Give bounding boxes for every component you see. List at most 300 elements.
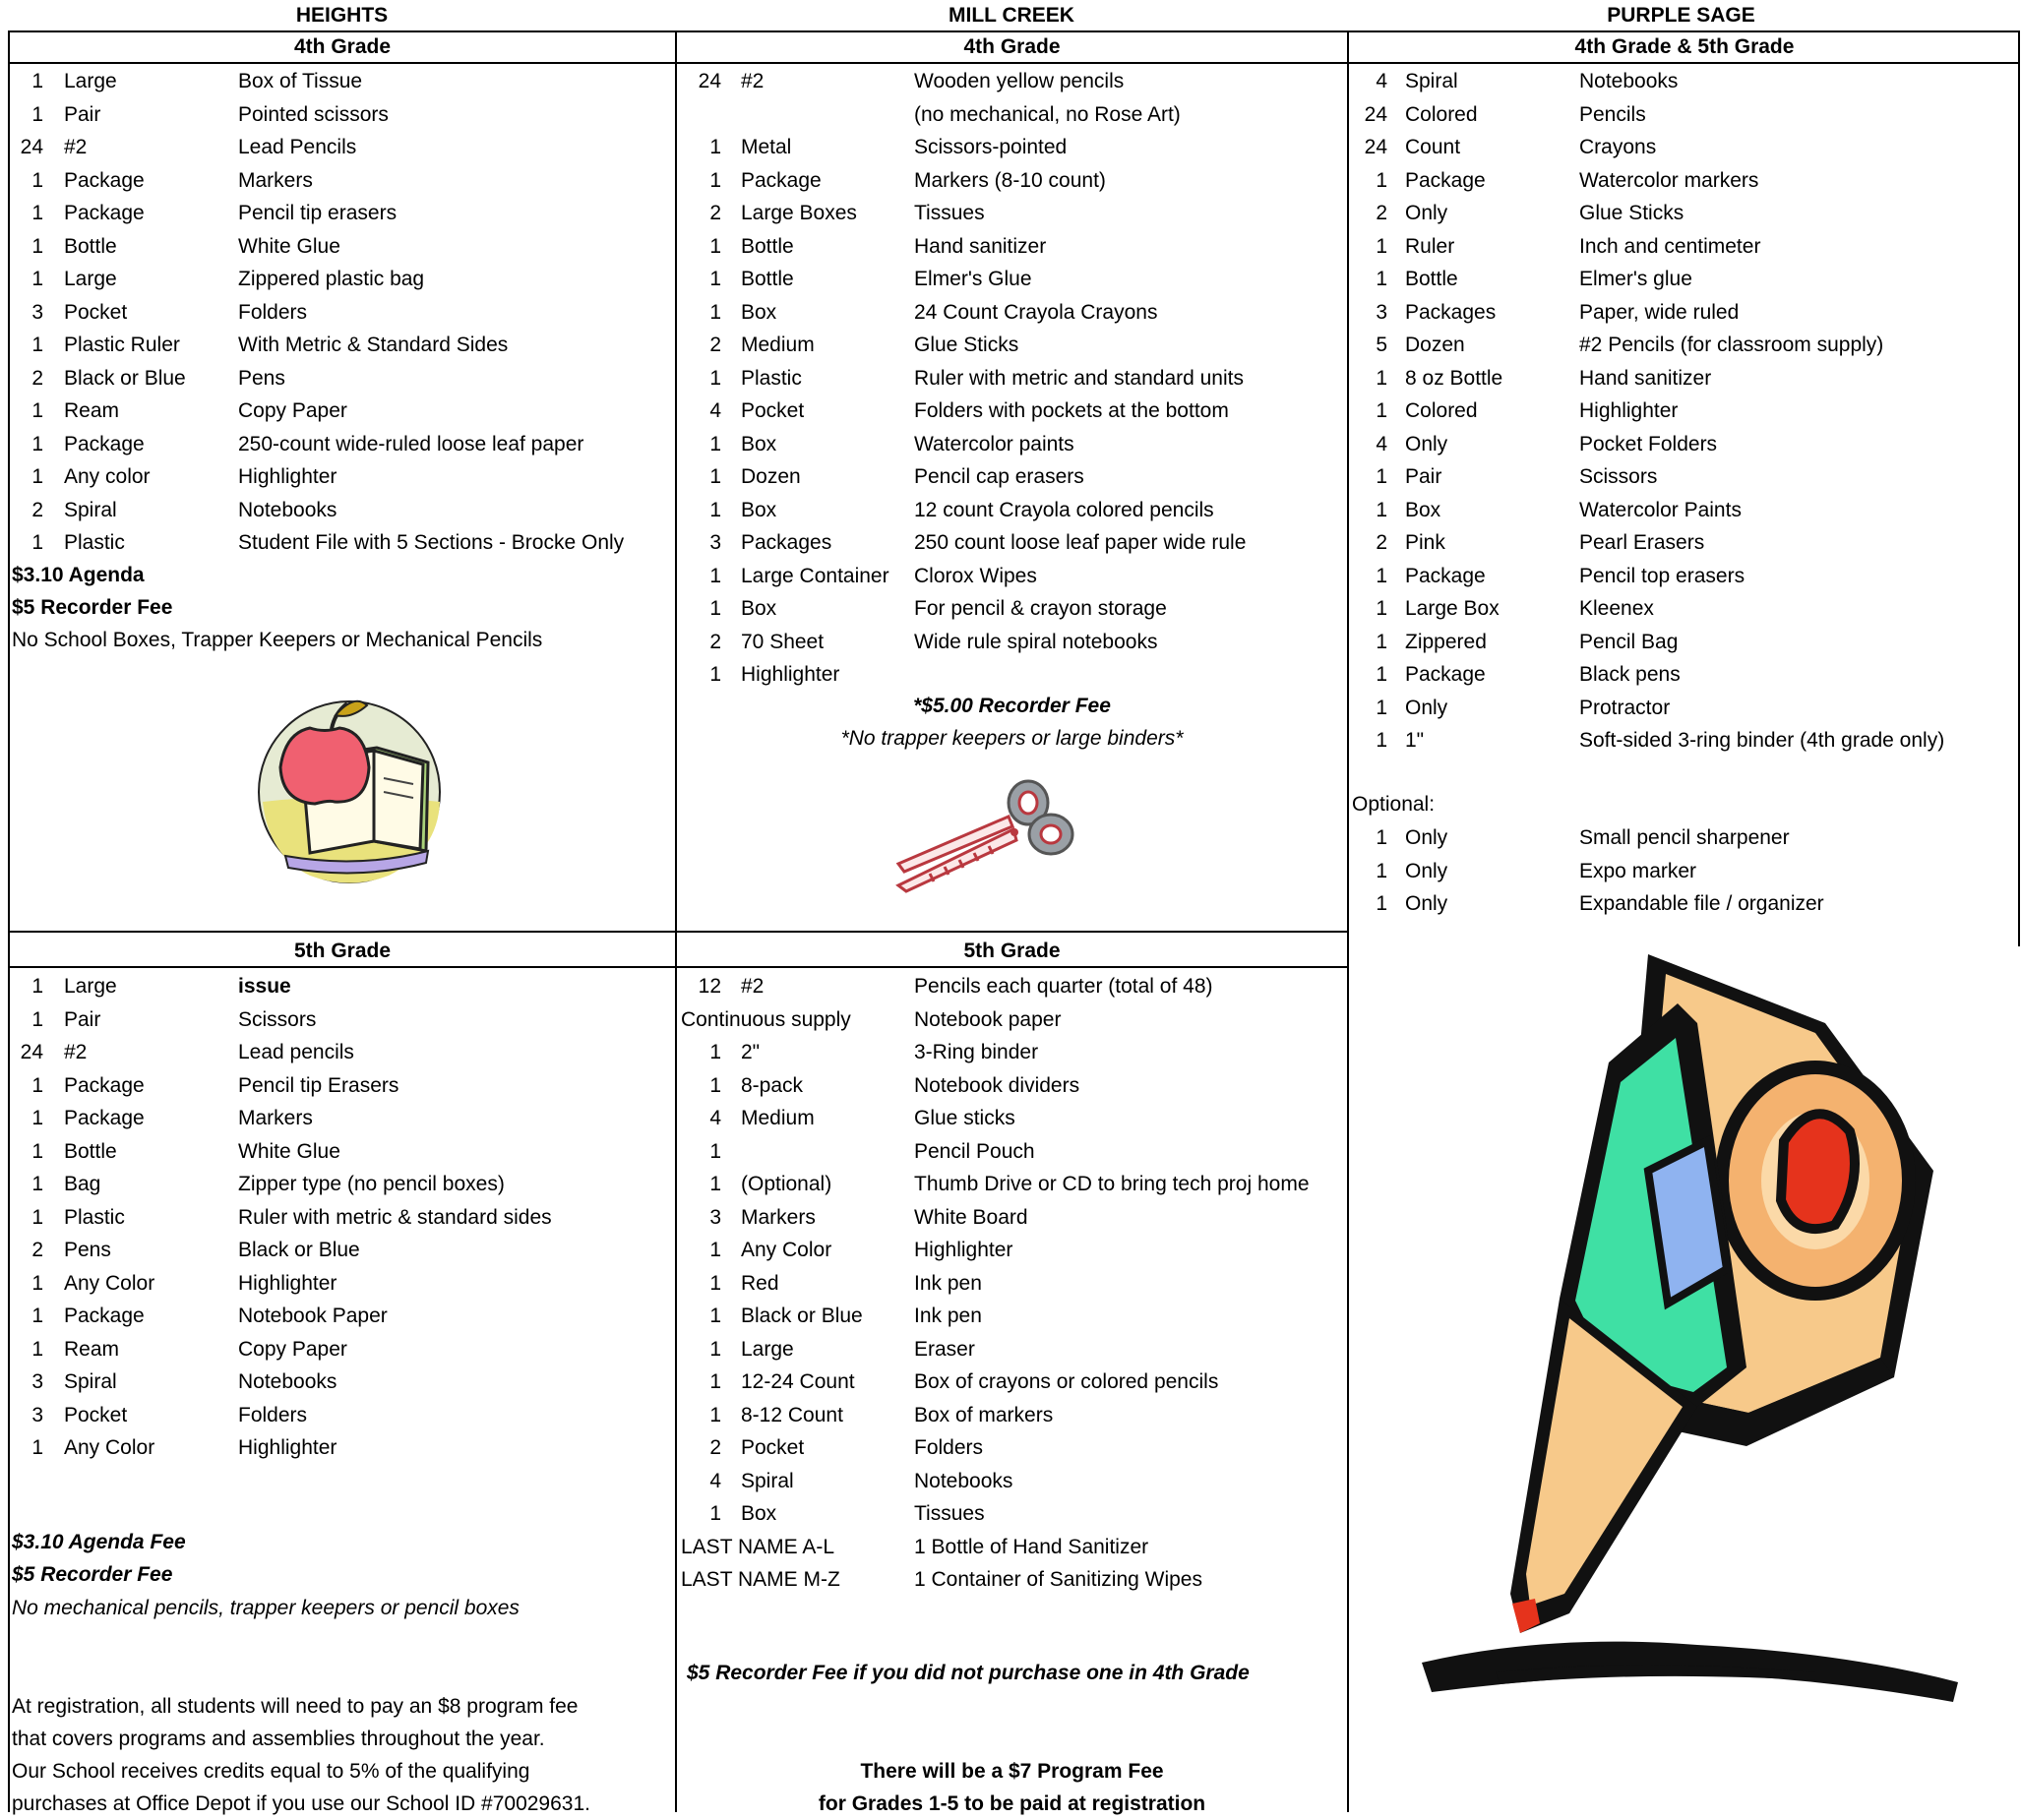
item-unit: Bottle xyxy=(64,234,117,258)
item-quantity: 1 xyxy=(1376,465,1387,488)
purple-item xyxy=(0,296,2021,329)
heights-4-agenda-fee: $3.10 Agenda xyxy=(12,564,145,586)
item-unit: Package xyxy=(741,168,822,192)
item-description: Ink pen xyxy=(914,1271,982,1295)
item-quantity: LAST NAME M-Z xyxy=(681,1568,840,1591)
item-quantity: 1 xyxy=(1376,663,1387,686)
purple-item xyxy=(0,65,2021,97)
purple-item xyxy=(0,428,2021,460)
item-description: Black or Blue xyxy=(238,1239,360,1261)
item-unit: Any Color xyxy=(64,1436,155,1459)
item-description: Watercolor paints xyxy=(914,432,1074,455)
item-quantity: 1 xyxy=(1376,168,1387,192)
item-quantity: 1 xyxy=(709,498,721,521)
item-quantity: 1 xyxy=(31,268,43,290)
item-quantity: 1 xyxy=(709,1073,721,1097)
item-description: Watercolor markers xyxy=(1579,168,1759,192)
item-quantity: 1 xyxy=(31,168,43,192)
item-quantity: 1 xyxy=(31,1007,43,1031)
item-description: Elmer's Glue xyxy=(914,268,1032,290)
item-unit: Zippered xyxy=(1405,630,1487,653)
item-quantity: 1 xyxy=(31,1139,43,1163)
item-quantity: 1 xyxy=(709,366,721,390)
item-description: Copy Paper xyxy=(238,1337,347,1361)
item-unit: Pair xyxy=(64,102,101,126)
item-description: Tissues xyxy=(914,202,985,224)
item-description: Pointed scissors xyxy=(238,102,389,126)
item-quantity: 1 xyxy=(709,1173,721,1195)
item-quantity: 2 xyxy=(31,366,43,390)
item-quantity: 1 xyxy=(31,1205,43,1229)
item-unit: 1" xyxy=(1405,729,1425,752)
heights-5-recorder-fee: $5 Recorder Fee xyxy=(12,1563,173,1586)
item-quantity: 1 xyxy=(1376,696,1387,719)
purple-item xyxy=(0,658,2021,691)
item-description: Pencils each quarter (total of 48) xyxy=(914,975,1213,998)
item-unit: Any Color xyxy=(64,1271,155,1295)
item-quantity: Continuous supply xyxy=(681,1007,851,1031)
item-unit: Box xyxy=(741,498,777,521)
item-unit: 8-12 Count xyxy=(741,1403,843,1426)
item-unit: Box xyxy=(1405,498,1441,521)
item-quantity: 2 xyxy=(31,1239,43,1261)
item-unit: Bottle xyxy=(741,268,794,290)
item-description: Pocket Folders xyxy=(1579,432,1718,455)
item-quantity: 2 xyxy=(31,498,43,521)
item-description: Notebooks xyxy=(914,1469,1013,1492)
item-description: Markers xyxy=(238,168,313,192)
item-unit: Bottle xyxy=(1405,268,1458,290)
item-description: Folders with pockets at the bottom xyxy=(914,399,1229,422)
item-quantity: 2 xyxy=(1376,531,1387,554)
item-description: Markers xyxy=(238,1107,313,1129)
item-description: 1 Container of Sanitizing Wipes xyxy=(914,1568,1202,1591)
item-description: Notebooks xyxy=(238,1370,337,1393)
purple-item xyxy=(0,329,2021,361)
item-quantity: 1 xyxy=(1376,826,1387,849)
item-unit: Medium xyxy=(741,1107,815,1129)
item-unit: Large Box xyxy=(1405,597,1500,620)
item-quantity: 24 xyxy=(20,136,43,158)
registration-line-3: Our School receives credits equal to 5% of the qualifying xyxy=(12,1760,530,1783)
item-description: Notebooks xyxy=(1579,70,1679,92)
item-quantity: 1 xyxy=(31,465,43,488)
item-quantity: 2 xyxy=(1376,202,1387,224)
purple-item xyxy=(0,164,2021,197)
item-quantity: 1 xyxy=(1376,729,1387,752)
item-unit: 2" xyxy=(741,1041,761,1063)
item-unit: Pink xyxy=(1405,531,1445,554)
school-heights: HEIGHTS xyxy=(295,4,389,27)
item-description: Glue Sticks xyxy=(1579,202,1684,224)
item-quantity: 1 xyxy=(709,1304,721,1327)
item-unit: Colored xyxy=(1405,399,1478,422)
item-description: Inch and centimeter xyxy=(1579,234,1761,258)
item-unit: (Optional) xyxy=(741,1173,832,1195)
item-unit: Bag xyxy=(64,1173,101,1195)
item-description: Box of markers xyxy=(914,1403,1054,1426)
item-unit: Pens xyxy=(64,1239,111,1261)
item-unit: Package xyxy=(64,202,145,224)
item-quantity: 1 xyxy=(1376,268,1387,290)
item-description: Zipper type (no pencil boxes) xyxy=(238,1173,505,1195)
registration-line-1: At registration, all students will need to pay an $8 program fee xyxy=(12,1695,579,1718)
item-quantity: 1 xyxy=(709,1139,721,1163)
item-quantity: 1 xyxy=(1376,859,1387,882)
item-unit: Large Boxes xyxy=(741,202,857,224)
school-mill-creek: MILL CREEK xyxy=(949,4,1074,27)
item-quantity: 4 xyxy=(709,1469,721,1492)
item-quantity: 1 xyxy=(31,70,43,92)
item-unit: Pocket xyxy=(741,399,805,422)
item-description: Small pencil sharpener xyxy=(1579,826,1790,849)
purple-item xyxy=(0,394,2021,427)
item-quantity: 1 xyxy=(709,1271,721,1295)
purple-item xyxy=(0,494,2021,526)
item-unit: Ruler xyxy=(1405,234,1455,258)
item-quantity: 1 xyxy=(709,168,721,192)
item-description: White Glue xyxy=(238,1139,340,1163)
item-description: With Metric & Standard Sides xyxy=(238,334,509,356)
item-quantity: 1 xyxy=(31,234,43,258)
purple-item xyxy=(0,98,2021,131)
item-unit: Package xyxy=(64,1304,145,1327)
item-description: Elmer's glue xyxy=(1579,268,1692,290)
item-unit: Package xyxy=(1405,564,1486,587)
item-description: Hand sanitizer xyxy=(1579,366,1712,390)
item-quantity: 1 xyxy=(31,1271,43,1295)
item-description: Pens xyxy=(238,366,285,390)
item-unit: Highlighter xyxy=(741,663,840,686)
heights-5th-grade-header: 5th Grade xyxy=(10,937,675,968)
item-quantity: 1 xyxy=(1376,564,1387,587)
item-unit: #2 xyxy=(741,975,765,998)
apple-book-icon xyxy=(241,694,453,890)
item-unit: Pocket xyxy=(64,1403,128,1426)
item-description: 3-Ring binder xyxy=(914,1041,1039,1063)
purple-item xyxy=(0,526,2021,559)
item-description: Wooden yellow pencils xyxy=(914,70,1125,92)
mill-4th-grade-header: 4th Grade xyxy=(677,30,1347,64)
item-description: Zippered plastic bag xyxy=(238,268,425,290)
item-quantity: 4 xyxy=(709,399,721,422)
heights-4-note: No School Boxes, Trapper Keepers or Mechanical Pencils xyxy=(12,629,543,651)
item-description: Soft-sided 3-ring binder (4th grade only) xyxy=(1579,729,1945,752)
item-quantity: 3 xyxy=(709,531,721,554)
item-description: Markers (8-10 count) xyxy=(914,168,1106,192)
item-quantity: 1 xyxy=(1376,892,1387,915)
item-unit: 8 oz Bottle xyxy=(1405,366,1503,390)
item-unit: Large xyxy=(64,70,117,92)
item-quantity: 4 xyxy=(1376,432,1387,455)
item-description: Paper, wide ruled xyxy=(1579,300,1740,324)
item-description: Pencil Bag xyxy=(1579,630,1679,653)
item-description: Highlighter xyxy=(914,1239,1013,1261)
item-unit: Red xyxy=(741,1271,779,1295)
purple-item xyxy=(0,230,2021,263)
item-unit: 70 Sheet xyxy=(741,630,825,653)
item-unit: #2 xyxy=(64,136,88,158)
item-unit: Only xyxy=(1405,432,1448,455)
item-unit: Metal xyxy=(741,136,792,158)
item-description: Highlighter xyxy=(238,465,337,488)
item-description: Notebook paper xyxy=(914,1007,1062,1031)
item-quantity: 1 xyxy=(709,1403,721,1426)
item-unit: #2 xyxy=(64,1041,88,1063)
item-description: Folders xyxy=(238,1403,308,1426)
item-description: Pencil top erasers xyxy=(1579,564,1745,587)
item-unit: Pair xyxy=(1405,465,1442,488)
item-unit: Package xyxy=(1405,663,1486,686)
item-description: Scissors-pointed xyxy=(914,136,1068,158)
item-description: Highlighter xyxy=(1579,399,1679,422)
item-description: Thumb Drive or CD to bring tech proj home xyxy=(914,1173,1310,1195)
item-description: Pencil cap erasers xyxy=(914,465,1084,488)
item-description: Box of Tissue xyxy=(238,70,363,92)
item-unit: Plastic Ruler xyxy=(64,334,180,356)
item-unit: Dozen xyxy=(741,465,801,488)
item-unit: Black or Blue xyxy=(64,366,186,390)
item-description: Pearl Erasers xyxy=(1579,531,1705,554)
item-quantity: 1 xyxy=(709,1041,721,1063)
item-quantity: 1 xyxy=(709,268,721,290)
school-purple-sage: PURPLE SAGE xyxy=(1607,4,1755,27)
heights-4-recorder-fee: $5 Recorder Fee xyxy=(12,596,173,619)
item-quantity: 1 xyxy=(31,432,43,455)
item-unit: Dozen xyxy=(1405,334,1465,356)
item-quantity: 1 xyxy=(709,465,721,488)
mill-5-program-fee-2: for Grades 1-5 to be paid at registration xyxy=(818,1792,1206,1815)
item-quantity: 1 xyxy=(31,102,43,126)
item-unit: Medium xyxy=(741,334,815,356)
scissors-icon xyxy=(890,775,1077,893)
mill-4-recorder-fee: *$5.00 Recorder Fee xyxy=(913,695,1111,717)
item-unit: Count xyxy=(1405,136,1461,158)
item-unit: Box xyxy=(741,1502,777,1525)
item-description: Notebook Paper xyxy=(238,1304,388,1327)
item-unit: Packages xyxy=(1405,300,1497,324)
heights-5-agenda-fee: $3.10 Agenda Fee xyxy=(12,1531,186,1553)
item-quantity: 1 xyxy=(1376,399,1387,422)
item-quantity: 2 xyxy=(709,630,721,653)
item-quantity: 3 xyxy=(31,300,43,324)
item-description: 12 count Crayola colored pencils xyxy=(914,498,1214,521)
item-description: Pencil tip erasers xyxy=(238,202,398,224)
item-unit: 12-24 Count xyxy=(741,1370,855,1393)
item-quantity: 1 xyxy=(709,597,721,620)
item-unit: Only xyxy=(1405,826,1448,849)
item-quantity: 3 xyxy=(31,1370,43,1393)
item-unit: Ream xyxy=(64,399,120,422)
item-description: Eraser xyxy=(914,1337,975,1361)
item-unit: Only xyxy=(1405,859,1448,882)
item-quantity: 1 xyxy=(31,399,43,422)
item-unit: Spiral xyxy=(64,1370,117,1393)
item-unit: Bottle xyxy=(741,234,794,258)
purple-header: 4th Grade & 5th Grade xyxy=(1349,30,2020,64)
purple-item xyxy=(0,560,2021,592)
item-quantity: 24 xyxy=(1364,136,1387,158)
item-description: Highlighter xyxy=(238,1271,337,1295)
item-quantity: 12 xyxy=(698,975,721,998)
item-unit: Large xyxy=(64,268,117,290)
item-unit: Only xyxy=(1405,892,1448,915)
item-unit: Ream xyxy=(64,1337,120,1361)
item-description: Copy Paper xyxy=(238,399,347,422)
item-quantity: 1 xyxy=(31,1073,43,1097)
item-quantity: 1 xyxy=(709,663,721,686)
item-quantity: 1 xyxy=(709,234,721,258)
item-unit: #2 xyxy=(741,70,765,92)
item-description: Scissors xyxy=(238,1007,317,1031)
item-unit: Plastic xyxy=(64,1205,125,1229)
item-description: 1 Bottle of Hand Sanitizer xyxy=(914,1535,1149,1558)
purple-item xyxy=(0,263,2021,295)
registration-line-4: purchases at Office Depot if you use our School ID #70029631. xyxy=(12,1792,590,1815)
item-description: Black pens xyxy=(1579,663,1681,686)
purple-item xyxy=(0,131,2021,163)
item-description: Lead Pencils xyxy=(238,136,357,158)
item-quantity: 1 xyxy=(709,300,721,324)
purple-item xyxy=(0,197,2021,229)
item-quantity: 24 xyxy=(1364,102,1387,126)
divider-horizontal xyxy=(8,931,1349,933)
purple-optional-label: Optional: xyxy=(1352,793,1436,816)
item-unit: Only xyxy=(1405,202,1448,224)
item-unit: Package xyxy=(64,1107,145,1129)
item-quantity: 1 xyxy=(31,202,43,224)
purple-item xyxy=(0,362,2021,394)
item-quantity: 1 xyxy=(709,1370,721,1393)
item-quantity: LAST NAME A-L xyxy=(681,1535,835,1558)
item-description: Tissues xyxy=(914,1502,985,1525)
item-quantity: 1 xyxy=(709,1239,721,1261)
item-quantity: 1 xyxy=(31,1107,43,1129)
item-quantity: 24 xyxy=(20,1041,43,1063)
item-description: Student File with 5 Sections - Brocke Only xyxy=(238,531,625,554)
item-unit: Packages xyxy=(741,531,832,554)
mill-5-recorder-fee: $5 Recorder Fee if you did not purchase one in 4th Grade xyxy=(687,1662,1250,1684)
item-unit: Package xyxy=(64,1073,145,1097)
item-unit: Black or Blue xyxy=(741,1304,863,1327)
item-quantity: 1 xyxy=(31,975,43,998)
item-unit: Any Color xyxy=(741,1239,832,1261)
purple-item xyxy=(0,592,2021,625)
item-quantity: 1 xyxy=(709,1502,721,1525)
item-unit: Large Container xyxy=(741,564,889,587)
item-description: Glue Sticks xyxy=(914,334,1019,356)
item-unit: Package xyxy=(64,432,145,455)
item-quantity: 1 xyxy=(1376,234,1387,258)
item-description: Expandable file / organizer xyxy=(1579,892,1824,915)
item-description: Folders xyxy=(238,300,308,324)
item-unit: Box xyxy=(741,300,777,324)
item-description: Notebooks xyxy=(238,498,337,521)
item-unit: Pocket xyxy=(64,300,128,324)
item-quantity: 1 xyxy=(709,136,721,158)
mill-5th-grade-header: 5th Grade xyxy=(677,937,1347,968)
item-unit: 8-pack xyxy=(741,1073,804,1097)
item-quantity: 3 xyxy=(709,1205,721,1229)
item-quantity: 1 xyxy=(31,1436,43,1459)
item-quantity: 4 xyxy=(709,1107,721,1129)
item-description: For pencil & crayon storage xyxy=(914,597,1167,620)
item-unit: Bottle xyxy=(64,1139,117,1163)
item-quantity: 1 xyxy=(1376,366,1387,390)
item-quantity: 1 xyxy=(1376,597,1387,620)
item-quantity: 1 xyxy=(31,1173,43,1195)
item-unit: Spiral xyxy=(741,1469,794,1492)
item-unit: Box xyxy=(741,432,777,455)
item-unit: Pair xyxy=(64,1007,101,1031)
item-quantity: 3 xyxy=(1376,300,1387,324)
item-description: Folders xyxy=(914,1436,984,1459)
item-description: Ink pen xyxy=(914,1304,982,1327)
item-description: issue xyxy=(238,975,291,998)
item-description: Scissors xyxy=(1579,465,1658,488)
item-unit: Plastic xyxy=(741,366,802,390)
item-unit: Large xyxy=(741,1337,794,1361)
item-description: 250 count loose leaf paper wide rule xyxy=(914,531,1247,554)
item-description: Kleenex xyxy=(1579,597,1654,620)
item-quantity: 5 xyxy=(1376,334,1387,356)
item-unit: Box xyxy=(741,597,777,620)
item-quantity: 1 xyxy=(31,334,43,356)
item-description: Watercolor Paints xyxy=(1579,498,1742,521)
item-description: Wide rule spiral notebooks xyxy=(914,630,1158,653)
item-description: Hand sanitizer xyxy=(914,234,1047,258)
item-description: Highlighter xyxy=(238,1436,337,1459)
item-quantity: 3 xyxy=(31,1403,43,1426)
item-quantity: 1 xyxy=(1376,630,1387,653)
item-unit: Only xyxy=(1405,696,1448,719)
item-quantity: 1 xyxy=(1376,498,1387,521)
item-description: Lead pencils xyxy=(238,1041,354,1063)
item-description: Notebook dividers xyxy=(914,1073,1080,1097)
item-unit: Markers xyxy=(741,1205,816,1229)
item-description: Pencil tip Erasers xyxy=(238,1073,399,1097)
item-description: Ruler with metric and standard units xyxy=(914,366,1244,390)
item-description: Protractor xyxy=(1579,696,1671,719)
item-description: Ruler with metric & standard sides xyxy=(238,1205,552,1229)
item-description: 24 Count Crayola Crayons xyxy=(914,300,1158,324)
item-description: Pencil Pouch xyxy=(914,1139,1035,1163)
item-quantity: 24 xyxy=(698,70,721,92)
mill-5-program-fee-1: There will be a $7 Program Fee xyxy=(860,1760,1164,1783)
item-description: Box of crayons or colored pencils xyxy=(914,1370,1219,1393)
item-quantity: 1 xyxy=(31,1304,43,1327)
item-description: Pencils xyxy=(1579,102,1646,126)
item-quantity: 1 xyxy=(709,564,721,587)
item-unit: Spiral xyxy=(1405,70,1458,92)
item-description: Crayons xyxy=(1579,136,1657,158)
pencil-icon xyxy=(1402,944,1983,1712)
registration-line-2: that covers programs and assemblies throughout the year. xyxy=(12,1728,545,1750)
item-unit: Spiral xyxy=(64,498,117,521)
purple-item xyxy=(0,460,2021,493)
heights-5-note: No mechanical pencils, trapper keepers or pencil boxes xyxy=(12,1597,520,1619)
item-quantity: 2 xyxy=(709,202,721,224)
item-description: 250-count wide-ruled loose leaf paper xyxy=(238,432,584,455)
mill-4-note: *No trapper keepers or large binders* xyxy=(840,727,1184,750)
heights-4th-grade-header: 4th Grade xyxy=(10,30,675,64)
item-quantity: 1 xyxy=(709,432,721,455)
item-quantity: 1 xyxy=(709,1337,721,1361)
item-unit: Colored xyxy=(1405,102,1478,126)
item-description: White Board xyxy=(914,1205,1028,1229)
item-description: White Glue xyxy=(238,234,340,258)
item-unit: Plastic xyxy=(64,531,125,554)
